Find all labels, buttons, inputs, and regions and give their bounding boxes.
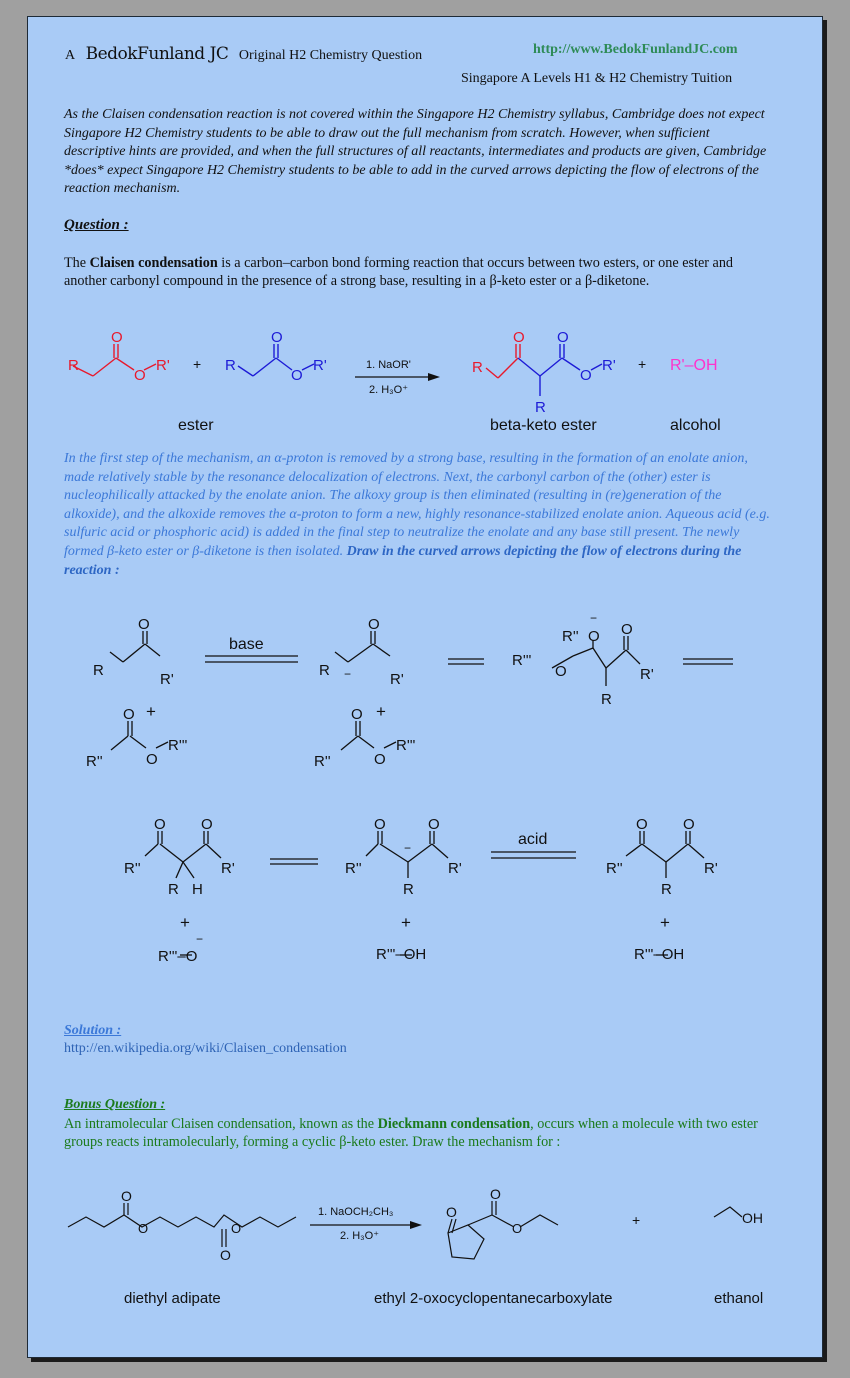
svg-text:O: O — [512, 1221, 523, 1236]
svg-text:O: O — [621, 621, 633, 638]
product-Rprime: R' — [602, 357, 616, 374]
svg-text:R: R — [661, 881, 672, 898]
question-text: is a carbon–carbon bond forming reaction that occurs between two esters, or one ester and another carbonyl compound in the presence of a strong base, resulting in a β-keto ester or a β-diketone. — [64, 255, 734, 289]
ester1-O-alkoxy: O — [134, 367, 146, 384]
svg-text:O: O — [351, 706, 363, 723]
plus-1: + — [193, 356, 202, 372]
svg-text:O: O — [588, 628, 600, 645]
svg-text:R'': R'' — [86, 753, 103, 770]
svg-text:R'': R'' — [562, 628, 579, 645]
header-title — [65, 44, 422, 64]
svg-text:+: + — [146, 702, 156, 721]
svg-text:R''': R''' — [396, 737, 416, 754]
svg-text:R': R' — [640, 666, 654, 683]
svg-text:R: R — [403, 881, 414, 898]
svg-text:R': R' — [221, 860, 235, 877]
product-R: R — [472, 359, 483, 376]
mechanism-paragraph — [64, 450, 776, 580]
svg-text:R''': R''' — [512, 652, 532, 669]
svg-text:R'': R'' — [314, 753, 331, 770]
svg-text:+: + — [660, 913, 670, 932]
svg-text:R'': R'' — [606, 860, 623, 877]
mechanism-scheme — [28, 611, 822, 965]
reagent-base: base — [229, 636, 264, 653]
bonus-heading: Bonus Question : — [64, 1097, 166, 1112]
svg-text:O: O — [555, 663, 567, 680]
alcohol-species-2: R'''–OH — [634, 946, 685, 963]
svg-text:O: O — [446, 1204, 457, 1220]
svg-text:R: R — [168, 881, 179, 898]
reagent-acid: acid — [518, 831, 548, 848]
intro-paragraph: As the Claisen condensation reaction is not covered within the Singapore H2 Chemistry syllabus, Cambridge does not expect Singapore H2 Chemistry students to be able to draw out the full mechanism from scratch. However, when sufficient descriptive hints are provided, and when the full structures of all reactants, intermediates and products are given, Cambridge *does* expect Singapore H2 Chemistry students to be able to add in the curved arrows depicting the flow of electrons of the reaction mechanism. — [64, 107, 767, 197]
solution-heading: Solution : — [64, 1023, 122, 1038]
svg-text:R: R — [319, 662, 330, 679]
bonus-paragraph — [64, 1115, 764, 1151]
question-term: Claisen condensation — [89, 255, 218, 271]
header-url[interactable]: http://www.BedokFunlandJC.com — [533, 42, 738, 57]
svg-text:−: − — [590, 611, 598, 625]
svg-text:R: R — [93, 662, 104, 679]
label-alcohol: alcohol — [670, 417, 721, 434]
svg-text:O: O — [231, 1221, 242, 1236]
svg-text:O: O — [121, 1188, 132, 1204]
question-paragraph — [64, 254, 764, 290]
svg-text:O: O — [154, 816, 166, 833]
svg-text:R'': R'' — [345, 860, 362, 877]
plus-2: + — [638, 356, 647, 372]
product-R-alpha: R — [535, 399, 546, 416]
svg-text:R': R' — [448, 860, 462, 877]
svg-text:R': R' — [160, 671, 174, 688]
svg-text:R'': R'' — [124, 860, 141, 877]
svg-text:O: O — [374, 816, 386, 833]
svg-text:O: O — [636, 816, 648, 833]
svg-text:O: O — [374, 751, 386, 768]
svg-text:O: O — [368, 616, 380, 633]
svg-text:O: O — [428, 816, 440, 833]
condition-1: 1. NaOR' — [366, 359, 411, 371]
alcohol-species-1: R'''–OH — [376, 946, 427, 963]
solution-link[interactable]: http://en.wikipedia.org/wiki/Claisen_condensation — [64, 1041, 347, 1056]
ester1-Rprime: R' — [156, 357, 170, 374]
svg-text:−: − — [344, 667, 352, 681]
claisen-reaction-scheme — [28, 322, 822, 437]
alcohol-structure: R'–OH — [670, 357, 718, 374]
label-diethyl-adipate: diethyl adipate — [124, 1290, 221, 1307]
ester1-O-carbonyl: O — [111, 329, 123, 346]
dieckmann-scheme — [28, 1177, 822, 1307]
product-O-ester: O — [557, 329, 569, 346]
mechanism-text: In the first step of the mechanism, an α-proton is removed by a strong base, resulting in the formation of an enolate anion, made relatively stable by the resonance delocalization of electrons. Next, the carbonyl carbon of the (other) ester is nucleophilically attacked by the enolate anion. The alkoxy group is then eliminated (resulting in (re)generation of the alkoxide), and the alkoxide removes the α-proton to form a new, highly resonance-stabilized enolate anion. Aqueous acid (e.g. sulfuric acid or phosphoric acid) is added in the final step to neutralize the enolate and any base still present. The newly formed β-keto ester or β-diketone is then isolated. — [64, 451, 770, 559]
label-beta-keto-ester: beta-keto ester — [490, 417, 597, 434]
header-tagline: Singapore A Levels H1 & H2 Chemistry Tuition — [461, 71, 733, 86]
ester2-O-alkoxy: O — [291, 367, 303, 384]
header-suffix: Original H2 Chemistry Question — [238, 48, 423, 63]
svg-text:R: R — [601, 691, 612, 708]
svg-text:+: + — [180, 913, 190, 932]
svg-text:−: − — [404, 841, 412, 855]
question-lead: The — [64, 255, 87, 271]
svg-text:O: O — [138, 616, 150, 633]
label-product: ethyl 2-oxocyclopentanecarboxylate — [374, 1290, 613, 1307]
svg-text:O: O — [490, 1186, 501, 1202]
bonus-lead: An intramolecular Claisen condensation, known as the — [64, 1116, 375, 1132]
mechanism-instruction: Draw in the curved arrows depicting the flow of electrons during the reaction : — [64, 543, 742, 578]
svg-text:R''': R''' — [168, 737, 188, 754]
ester2-R: R — [225, 357, 236, 374]
ester2-Rprime: R' — [313, 357, 327, 374]
ethanol-OH: OH — [742, 1210, 763, 1226]
brand-logo-text: BedokFunland JC — [85, 44, 229, 64]
svg-text:+: + — [632, 1212, 641, 1228]
svg-text:−: − — [196, 932, 204, 946]
svg-text:R': R' — [704, 860, 718, 877]
bonus-condition-1: 1. NaOCH₂CH₃ — [318, 1206, 394, 1218]
label-ethanol: ethanol — [714, 1290, 764, 1307]
alkoxide-species: R'''–O — [158, 948, 198, 965]
bonus-condition-2: 2. H₃O⁺ — [340, 1230, 380, 1242]
bonus-text: , occurs when a molecule with two ester groups reacts intramolecularly, forming a cyclic β-keto ester. Draw the mechanism for : — [64, 1116, 758, 1150]
svg-text:O: O — [146, 751, 158, 768]
product-O-alkoxy: O — [580, 367, 592, 384]
svg-text:+: + — [376, 702, 386, 721]
question-heading: Question : — [64, 217, 129, 233]
svg-text:O: O — [138, 1221, 149, 1236]
svg-text:H: H — [192, 881, 203, 898]
product-O-keto: O — [513, 329, 525, 346]
label-ester: ester — [178, 417, 214, 434]
document-page — [27, 16, 823, 1358]
svg-text:+: + — [401, 913, 411, 932]
svg-text:R': R' — [390, 671, 404, 688]
ester2-O-carbonyl: O — [271, 329, 283, 346]
header-prefix: A — [65, 48, 76, 63]
bonus-term: Dieckmann condensation — [377, 1116, 531, 1132]
svg-text:O: O — [220, 1247, 231, 1263]
svg-text:O: O — [123, 706, 135, 723]
ester1-R: R — [68, 357, 79, 374]
svg-text:O: O — [683, 816, 695, 833]
svg-text:O: O — [201, 816, 213, 833]
condition-2: 2. H₃O⁺ — [369, 384, 409, 396]
